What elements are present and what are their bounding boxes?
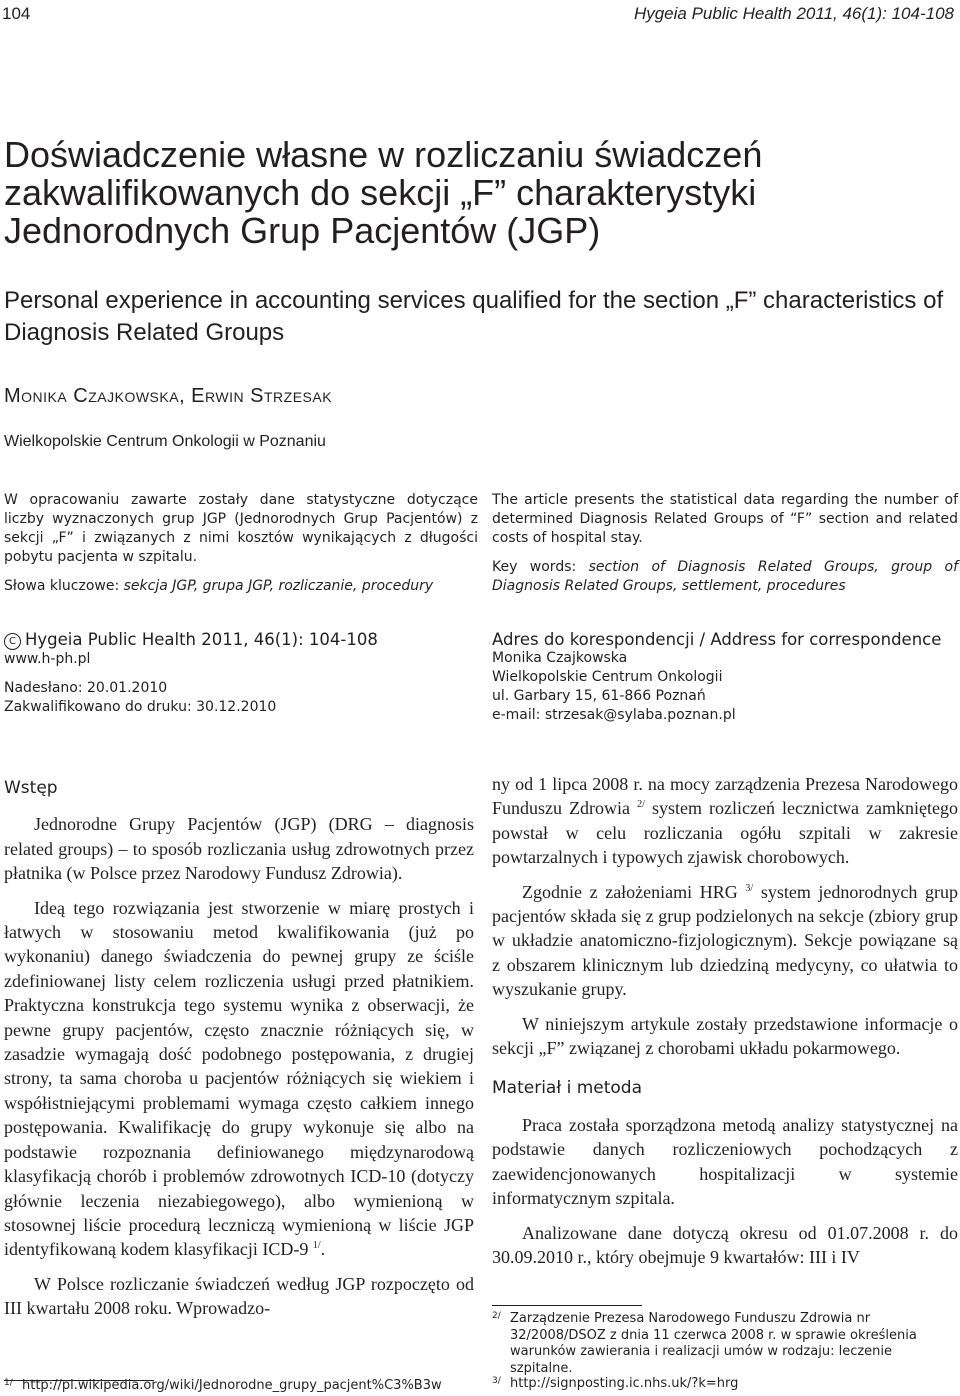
- correspondence-street: ul. Garbary 15, 61-866 Poznań: [492, 688, 706, 704]
- section-heading-intro: Wstęp: [4, 778, 58, 798]
- correspondence-institution: Wielkopolskie Centrum Onkologii: [492, 669, 723, 685]
- correspondence-heading: Adres do korespondencji / Address for correspondence: [492, 630, 942, 649]
- page-number: 104: [2, 4, 31, 23]
- title-polish: Doświadczenie własne w rozliczaniu świadczeń zakwalifikowanych do sekcji „F” charakterystyki Jednorodnych Grup Pacjentów (JGP): [4, 134, 763, 251]
- footnote-mark: 1/: [4, 1378, 13, 1388]
- correspondence-name: Monika Czajkowska: [492, 650, 628, 666]
- abstract-english: [492, 491, 958, 596]
- paragraph: Analizowane dane dotyczą okresu od 01.07.2008 r. do 30.09.2010 r., który obejmuje 9 kwartałów: III i IV: [492, 1222, 958, 1267]
- footnote-ref[interactable]: 3/: [745, 882, 754, 894]
- paragraph-text: Zgodnie z założeniami HRG: [522, 881, 738, 902]
- affiliation: Wielkopolskie Centrum Onkologii w Poznaniu: [4, 433, 326, 450]
- paragraph: Jednorodne Grupy Pacjentów (JGP) (DRG – diagnosis related groups) – to sposób rozliczania usług zdrowotnych przez płatnika (w Polsce przez Narodowy Fundusz Zdrowia).: [4, 814, 474, 884]
- footnote-mark: 3/: [492, 1376, 501, 1386]
- accepted-date: Zakwalifikowano do druku: 30.12.2010: [4, 699, 277, 715]
- abstract-polish: [4, 491, 478, 596]
- body-column-left: [4, 772, 474, 1321]
- paragraph: Praca została sporządzona metodą analizy statystycznej na podstawie danych rozliczeniowych pochodzących z zaewidencjonowanych hospitalizacji w systemie informatycznym szpitala.: [492, 1114, 958, 1209]
- citation-line: [4, 630, 478, 650]
- keywords-polish-label: Słowa kluczowe:: [4, 578, 120, 594]
- footnote-ref[interactable]: 2/: [637, 799, 645, 811]
- paragraph: Ideą tego rozwiązania jest stworzenie w miarę prostych i łatwych w stosowaniu metod kwalifikowania (już po wykonaniu) danego świadczenia do pewnej grupy ze ściśle zdefiniowanej listy celem rozliczenia usługi przed płatnikiem. Praktyczna konstrukcja tego systemu wynika z obserwacji, że pewne grupy pacjentów, często znacznie różniących się, w zasadzie wymagają dość podobnego postępowania, z drugiej strony, ta sama choroba u pacjentów różniących się wiekiem i współistniejącymi problemami wymaga często całkiem innego postępowania. Kwalifikację do grupy wykonuje się albo na podstawie rozpoznania definiowanego międzynarodową klasyfikacją chorób i problemów zdrowotnych ICD-10 (dotyczy głównie leczenia niezabiegowego), albo wymienioną w stosownej liście procedurą leczniczą wymienioną w liście JGP identyfikowaną kodem klasyfikacji ICD-9 $^{1/}$.: [4, 897, 474, 1260]
- paragraph-text: Ideą tego rozwiązania jest stworzenie w miarę prostych i łatwych w stosowaniu metod kwalifikowania (już po wykonaniu) danego świadczenia do pewnej grupy ze ściśle zdefiniowanej listy celem rozliczenia usługi przed płatnikiem. Praktyczna konstrukcja tego systemu wynika z obserwacji, że pewne grupy pacjentów, często znacznie różniących się, w zasadzie wymagają dość podobnego postępowania, z drugiej strony, ta sama choroba u pacjentów różniących się wiekiem i współistniejącymi problemami wymaga często całkiem innego postępowania. Kwalifikację do grupy wykonuje się albo na podstawie rozpoznania definiowanego międzynarodową klasyfikacją chorób i problemów zdrowotnych ICD-10 (dotyczy głównie leczenia niezabiegowego), albo wymienioną w stosownej liście procedurą leczniczą wymienioną w liście JGP identyfikowaną kodem klasyfikacji ICD-9: [4, 897, 474, 1260]
- keywords-polish-list: sekcja JGP, grupa JGP, rozliczanie, procedury: [123, 578, 434, 594]
- keywords-english-label: Key words:: [492, 559, 577, 575]
- authors: Monika Czajkowska, Erwin Strzesak: [4, 385, 333, 407]
- footnote-rule: [492, 1305, 642, 1306]
- correspondence-email[interactable]: e-mail: strzesak@sylaba.poznan.pl: [492, 707, 736, 723]
- keywords-polish: [4, 577, 478, 596]
- paragraph-text: system rozliczeń lecznictwa zamkniętego powstał w celu rozliczania ogółu szpitali w zakresie powtarzalnych i typowych zjawisk chorobowych.: [492, 798, 958, 868]
- keywords-english-list: section of Diagnosis Related Groups, group of Diagnosis Related Groups, settlement, procedures: [492, 559, 958, 594]
- citation: Hygeia Public Health 2011, 46(1): 104-108: [25, 630, 378, 649]
- abstract-english-text: The article presents the statistical data regarding the number of determined Diagnosis Related Groups of “F” section and related costs of hospital stay.: [492, 492, 958, 546]
- footnote-mark: 2/: [492, 1311, 501, 1321]
- paragraph-text: system jednorodnych grup pacjentów składa się z grup podzielonych na sekcje (zbiory grup w układzie anatomiczno-fizjologicznym). Sekcje powiązane są z obszarem klinicznym lub dziedziną medycyny, co ułatwia to wyszukanie grupy.: [492, 881, 959, 1000]
- footnote-1: [4, 1378, 474, 1395]
- paragraph: [492, 880, 958, 1002]
- copyright-icon: C: [4, 633, 21, 650]
- body-column-right: [492, 772, 958, 1269]
- article-metadata: [4, 630, 478, 717]
- keywords-english: [492, 558, 958, 596]
- website-link[interactable]: www.h-ph.pl: [4, 651, 91, 667]
- footnote-text[interactable]: http://signposting.ic.nhs.uk/?k=hrg: [510, 1376, 739, 1391]
- correspondence-address: [492, 630, 958, 725]
- footnote-text[interactable]: http://pl.wikipedia.org/wiki/Jednorodne_grupy_pacjent%C3%B3w: [22, 1378, 442, 1393]
- abstract-polish-text: W opracowaniu zawarte zostały dane statystyczne dotyczące liczby wyznaczonych grup JGP (Jednorodnych Grup Pacjentów) z sekcji „F” i związanych z nimi kosztów wynikających z długości pobytu pacjenta w szpitalu.: [4, 492, 478, 565]
- paragraph: [492, 772, 958, 870]
- paragraph: W Polsce rozliczanie świadczeń według JGP rozpoczęto od III kwartału 2008 roku. Wprowadzo-: [4, 1273, 474, 1319]
- section-heading-methods: Materiał i metoda: [492, 1078, 642, 1099]
- footnote-ref[interactable]: 1/: [312, 1240, 321, 1252]
- journal-reference: Hygeia Public Health 2011, 46(1): 104-108: [633, 4, 954, 23]
- paragraph: W niniejszym artykule zostały przedstawione informacje o sekcji „F” związanej z chorobami układu pokarmowego.: [492, 1013, 958, 1059]
- paragraph-text: ny od 1 lipca 2008 r. na mocy zarządzenia Prezesa Narodowego Funduszu Zdrowia: [492, 774, 958, 819]
- footnote-2: [492, 1311, 958, 1377]
- title-english: Personal experience in accounting services qualified for the section „F” characteristics of Diagnosis Related Groups: [4, 287, 944, 346]
- footnote-3: [492, 1376, 958, 1393]
- received-date: Nadesłano: 20.01.2010: [4, 680, 168, 696]
- footnote-text: Zarządzenie Prezesa Narodowego Funduszu Zdrowia nr 32/2008/DSOZ z dnia 11 czerwca 2008 r. w sprawie określenia warunków zawierania i realizacji umów w rodzaju: leczenie szpitalne.: [510, 1311, 917, 1376]
